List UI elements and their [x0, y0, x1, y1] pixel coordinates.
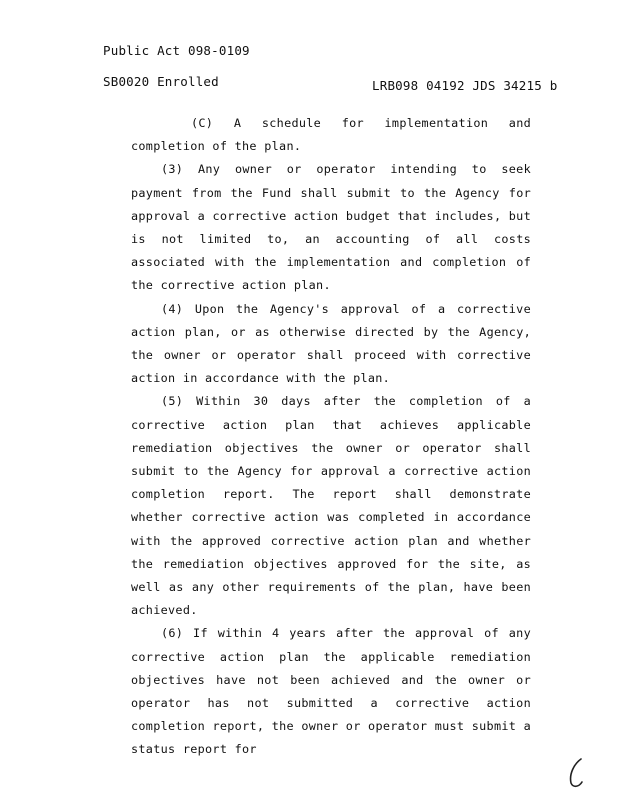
handwritten-page-mark: [566, 756, 588, 790]
paragraph-4: (4) Upon the Agency's approval of a corrective action plan, or as otherwise directed by the Agency, the owner or operator shall proceed with corrective action in accordance with the plan.: [131, 301, 531, 386]
bill-number: SB0020 Enrolled: [103, 74, 219, 89]
statute-body: [131, 112, 531, 762]
paragraph-6: (6) If within 4 years after the approval of any corrective action plan the applicable remediation objectives have not been achieved and the owner or operator has not submitted a corrective action completion report, the owner or operator must submit a status report for: [131, 626, 531, 757]
lrb-reference: LRB098 04192 JDS 34215 b: [372, 78, 558, 93]
public-act-number: Public Act 098-0109: [103, 43, 250, 58]
paragraph-c: (C) A schedule for implementation and completion of the plan.: [131, 116, 531, 154]
paragraph-5: (5) Within 30 days after the completion of a corrective action plan that achieves applicable remediation objectives the owner or operator shall submit to the Agency for approval a corrective action completion report. The report shall demonstrate whether corrective action was completed in accordance with the approved corrective action plan and whether the remediation objectives approved for the site, as well as any other requirements of the plan, have been achieved.: [131, 394, 531, 618]
paragraph-3: (3) Any owner or operator intending to seek payment from the Fund shall submit to the Agency for approval a corrective action budget that includes, but is not limited to, an accounting of all costs associated with the implementation and completion of the corrective action plan.: [131, 162, 531, 293]
